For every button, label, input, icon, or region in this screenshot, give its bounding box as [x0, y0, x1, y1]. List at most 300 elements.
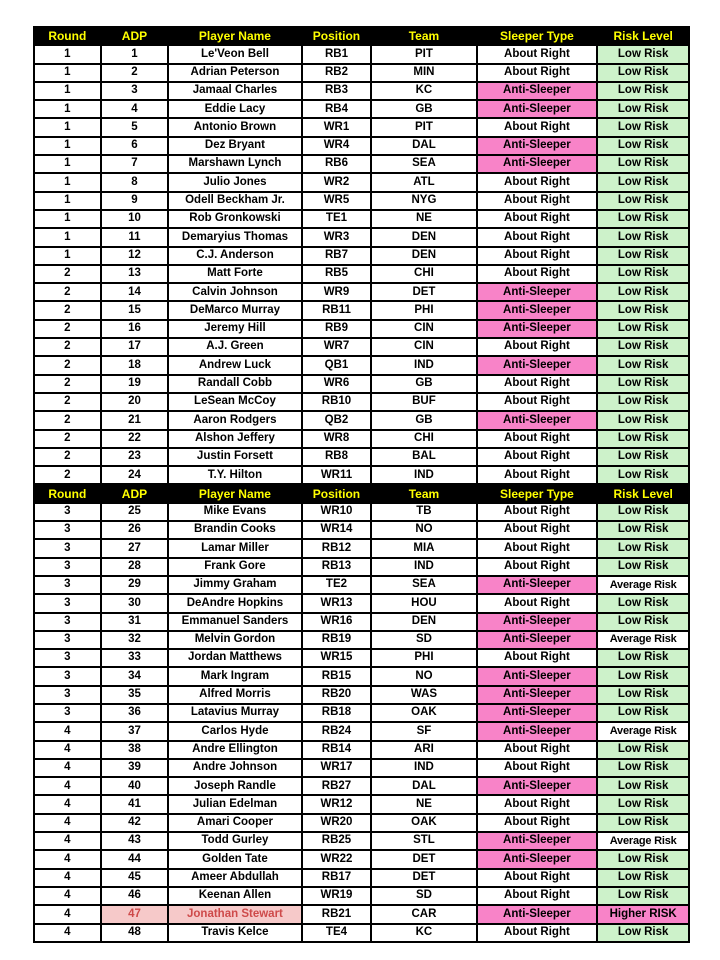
cell-adp: 40	[101, 777, 169, 795]
cell-risk: Average Risk	[597, 576, 689, 594]
table-row	[34, 741, 689, 759]
header-player: Player Name	[168, 484, 301, 502]
cell-position: WR2	[302, 173, 372, 191]
cell-player: Carlos Hyde	[168, 722, 301, 740]
cell-risk: Low Risk	[597, 539, 689, 557]
table-row	[34, 832, 689, 850]
cell-team: BUF	[371, 393, 476, 411]
cell-round: 3	[34, 667, 101, 685]
cell-position: RB19	[302, 631, 372, 649]
cell-adp: 1	[101, 45, 169, 63]
cell-round: 1	[34, 82, 101, 100]
cell-sleeper: Anti-Sleeper	[477, 613, 598, 631]
cell-round: 2	[34, 283, 101, 301]
cell-team: CAR	[371, 905, 476, 923]
cell-position: RB7	[302, 247, 372, 265]
table-row	[34, 503, 689, 521]
cell-round: 4	[34, 741, 101, 759]
cell-round: 3	[34, 594, 101, 612]
cell-adp: 25	[101, 503, 169, 521]
cell-round: 4	[34, 795, 101, 813]
cell-adp: 23	[101, 448, 169, 466]
table-row	[34, 649, 689, 667]
cell-risk: Average Risk	[597, 722, 689, 740]
cell-sleeper: Anti-Sleeper	[477, 576, 598, 594]
cell-team: STL	[371, 832, 476, 850]
table-row	[34, 247, 689, 265]
cell-adp: 15	[101, 301, 169, 319]
cell-team: DET	[371, 283, 476, 301]
cell-player: Jeremy Hill	[168, 320, 301, 338]
cell-position: RB18	[302, 704, 372, 722]
cell-player: Jimmy Graham	[168, 576, 301, 594]
cell-round: 4	[34, 869, 101, 887]
cell-sleeper: About Right	[477, 118, 598, 136]
cell-team: SD	[371, 887, 476, 905]
cell-round: 1	[34, 137, 101, 155]
cell-position: WR15	[302, 649, 372, 667]
table-row	[34, 228, 689, 246]
header-adp: ADP	[101, 27, 169, 45]
cell-sleeper: About Right	[477, 64, 598, 82]
cell-risk: Low Risk	[597, 228, 689, 246]
cell-adp: 6	[101, 137, 169, 155]
cell-team: WAS	[371, 686, 476, 704]
table-row	[34, 265, 689, 283]
cell-player: Adrian Peterson	[168, 64, 301, 82]
cell-player: A.J. Green	[168, 338, 301, 356]
cell-risk: Low Risk	[597, 247, 689, 265]
cell-sleeper: About Right	[477, 521, 598, 539]
table-row	[34, 430, 689, 448]
cell-round: 4	[34, 759, 101, 777]
cell-team: CHI	[371, 430, 476, 448]
cell-team: SEA	[371, 576, 476, 594]
cell-risk: Low Risk	[597, 173, 689, 191]
header-player: Player Name	[168, 27, 301, 45]
cell-sleeper: Anti-Sleeper	[477, 704, 598, 722]
cell-sleeper: About Right	[477, 924, 598, 942]
table-row	[34, 814, 689, 832]
cell-adp: 31	[101, 613, 169, 631]
table-row	[34, 375, 689, 393]
header-position: Position	[302, 27, 372, 45]
table-row	[34, 45, 689, 63]
cell-risk: Low Risk	[597, 320, 689, 338]
cell-position: WR16	[302, 613, 372, 631]
cell-risk: Low Risk	[597, 82, 689, 100]
cell-position: WR3	[302, 228, 372, 246]
cell-player: Frank Gore	[168, 558, 301, 576]
cell-round: 3	[34, 521, 101, 539]
cell-position: RB25	[302, 832, 372, 850]
cell-player: Keenan Allen	[168, 887, 301, 905]
cell-round: 3	[34, 704, 101, 722]
cell-round: 2	[34, 338, 101, 356]
cell-risk: Low Risk	[597, 118, 689, 136]
cell-round: 4	[34, 887, 101, 905]
cell-sleeper: About Right	[477, 539, 598, 557]
cell-team: CIN	[371, 338, 476, 356]
cell-risk: Higher RISK	[597, 905, 689, 923]
cell-risk: Low Risk	[597, 155, 689, 173]
cell-adp: 19	[101, 375, 169, 393]
cell-team: CHI	[371, 265, 476, 283]
cell-player: Julian Edelman	[168, 795, 301, 813]
cell-risk: Low Risk	[597, 301, 689, 319]
cell-round: 4	[34, 850, 101, 868]
cell-player: Lamar Miller	[168, 539, 301, 557]
cell-player: Aaron Rodgers	[168, 411, 301, 429]
cell-team: IND	[371, 466, 476, 484]
header-sleeper: Sleeper Type	[477, 27, 598, 45]
table-row	[34, 887, 689, 905]
cell-position: WR13	[302, 594, 372, 612]
cell-sleeper: About Right	[477, 869, 598, 887]
cell-position: WR5	[302, 192, 372, 210]
cell-sleeper: Anti-Sleeper	[477, 411, 598, 429]
table-row	[34, 411, 689, 429]
cell-round: 1	[34, 228, 101, 246]
cell-team: PHI	[371, 301, 476, 319]
cell-team: GB	[371, 411, 476, 429]
cell-adp: 27	[101, 539, 169, 557]
cell-player: Golden Tate	[168, 850, 301, 868]
header-risk: Risk Level	[597, 27, 689, 45]
cell-team: DAL	[371, 777, 476, 795]
cell-adp: 18	[101, 356, 169, 374]
cell-adp: 11	[101, 228, 169, 246]
cell-sleeper: About Right	[477, 210, 598, 228]
cell-adp: 48	[101, 924, 169, 942]
cell-player: Dez Bryant	[168, 137, 301, 155]
cell-position: TE1	[302, 210, 372, 228]
cell-player: Andrew Luck	[168, 356, 301, 374]
cell-player: Joseph Randle	[168, 777, 301, 795]
cell-position: RB14	[302, 741, 372, 759]
table-row	[34, 704, 689, 722]
cell-player: Demaryius Thomas	[168, 228, 301, 246]
header-sleeper: Sleeper Type	[477, 484, 598, 502]
table-row	[34, 210, 689, 228]
table-row	[34, 869, 689, 887]
cell-player: Marshawn Lynch	[168, 155, 301, 173]
table-row	[34, 521, 689, 539]
cell-round: 1	[34, 45, 101, 63]
cell-sleeper: About Right	[477, 503, 598, 521]
cell-adp: 17	[101, 338, 169, 356]
cell-risk: Low Risk	[597, 100, 689, 118]
cell-team: SD	[371, 631, 476, 649]
cell-position: WR10	[302, 503, 372, 521]
cell-position: RB12	[302, 539, 372, 557]
cell-sleeper: Anti-Sleeper	[477, 100, 598, 118]
cell-position: WR12	[302, 795, 372, 813]
cell-player: Antonio Brown	[168, 118, 301, 136]
cell-risk: Low Risk	[597, 795, 689, 813]
cell-player: Todd Gurley	[168, 832, 301, 850]
table-row	[34, 850, 689, 868]
header-round: Round	[34, 27, 101, 45]
cell-round: 2	[34, 301, 101, 319]
cell-risk: Low Risk	[597, 924, 689, 942]
cell-team: DEN	[371, 247, 476, 265]
cell-risk: Low Risk	[597, 356, 689, 374]
cell-position: RB1	[302, 45, 372, 63]
cell-sleeper: About Right	[477, 887, 598, 905]
cell-team: CIN	[371, 320, 476, 338]
cell-round: 4	[34, 924, 101, 942]
table-row	[34, 283, 689, 301]
cell-player: DeMarco Murray	[168, 301, 301, 319]
cell-adp: 43	[101, 832, 169, 850]
cell-round: 1	[34, 173, 101, 191]
cell-team: DET	[371, 850, 476, 868]
cell-adp: 28	[101, 558, 169, 576]
cell-player: Alfred Morris	[168, 686, 301, 704]
cell-player: Amari Cooper	[168, 814, 301, 832]
cell-sleeper: Anti-Sleeper	[477, 82, 598, 100]
table-row	[34, 613, 689, 631]
cell-risk: Low Risk	[597, 375, 689, 393]
cell-adp: 4	[101, 100, 169, 118]
cell-position: WR14	[302, 521, 372, 539]
cell-team: NE	[371, 210, 476, 228]
table-row	[34, 795, 689, 813]
cell-risk: Low Risk	[597, 741, 689, 759]
cell-player: Travis Kelce	[168, 924, 301, 942]
cell-round: 3	[34, 558, 101, 576]
cell-player: Julio Jones	[168, 173, 301, 191]
cell-position: WR1	[302, 118, 372, 136]
cell-adp: 47	[101, 905, 169, 923]
cell-team: MIN	[371, 64, 476, 82]
table-row	[34, 777, 689, 795]
cell-adp: 16	[101, 320, 169, 338]
cell-round: 3	[34, 539, 101, 557]
table-row	[34, 301, 689, 319]
cell-risk: Low Risk	[597, 686, 689, 704]
cell-player: Mike Evans	[168, 503, 301, 521]
cell-player: Jonathan Stewart	[168, 905, 301, 923]
cell-sleeper: About Right	[477, 594, 598, 612]
cell-player: Latavius Murray	[168, 704, 301, 722]
cell-risk: Low Risk	[597, 503, 689, 521]
cell-team: NO	[371, 667, 476, 685]
cell-risk: Low Risk	[597, 667, 689, 685]
cell-team: HOU	[371, 594, 476, 612]
cell-round: 4	[34, 832, 101, 850]
cell-adp: 10	[101, 210, 169, 228]
cell-sleeper: About Right	[477, 192, 598, 210]
cell-sleeper: Anti-Sleeper	[477, 667, 598, 685]
cell-sleeper: About Right	[477, 265, 598, 283]
cell-round: 1	[34, 192, 101, 210]
cell-risk: Low Risk	[597, 210, 689, 228]
table-row	[34, 667, 689, 685]
cell-adp: 29	[101, 576, 169, 594]
cell-risk: Low Risk	[597, 777, 689, 795]
cell-round: 3	[34, 613, 101, 631]
cell-risk: Low Risk	[597, 338, 689, 356]
cell-sleeper: Anti-Sleeper	[477, 283, 598, 301]
cell-adp: 45	[101, 869, 169, 887]
cell-risk: Low Risk	[597, 869, 689, 887]
cell-team: PIT	[371, 118, 476, 136]
cell-round: 4	[34, 722, 101, 740]
cell-adp: 7	[101, 155, 169, 173]
cell-position: QB2	[302, 411, 372, 429]
table-row	[34, 448, 689, 466]
cell-position: WR9	[302, 283, 372, 301]
cell-player: DeAndre Hopkins	[168, 594, 301, 612]
cell-risk: Low Risk	[597, 283, 689, 301]
cell-team: DET	[371, 869, 476, 887]
cell-player: Mark Ingram	[168, 667, 301, 685]
cell-team: MIA	[371, 539, 476, 557]
cell-position: WR20	[302, 814, 372, 832]
cell-adp: 22	[101, 430, 169, 448]
table-row	[34, 64, 689, 82]
table-row	[34, 594, 689, 612]
cell-round: 4	[34, 905, 101, 923]
cell-risk: Low Risk	[597, 192, 689, 210]
table-row	[34, 320, 689, 338]
cell-risk: Low Risk	[597, 393, 689, 411]
cell-player: Eddie Lacy	[168, 100, 301, 118]
cell-risk: Low Risk	[597, 558, 689, 576]
cell-sleeper: Anti-Sleeper	[477, 905, 598, 923]
cell-adp: 33	[101, 649, 169, 667]
cell-team: SF	[371, 722, 476, 740]
cell-adp: 44	[101, 850, 169, 868]
cell-round: 1	[34, 118, 101, 136]
cell-position: WR4	[302, 137, 372, 155]
cell-round: 3	[34, 576, 101, 594]
table-row	[34, 631, 689, 649]
cell-player: Justin Forsett	[168, 448, 301, 466]
cell-round: 2	[34, 320, 101, 338]
header-adp: ADP	[101, 484, 169, 502]
cell-round: 4	[34, 814, 101, 832]
cell-risk: Low Risk	[597, 613, 689, 631]
cell-round: 2	[34, 411, 101, 429]
cell-position: RB6	[302, 155, 372, 173]
cell-risk: Low Risk	[597, 759, 689, 777]
cell-position: RB11	[302, 301, 372, 319]
cell-round: 3	[34, 649, 101, 667]
cell-risk: Low Risk	[597, 45, 689, 63]
cell-team: DEN	[371, 613, 476, 631]
cell-risk: Low Risk	[597, 64, 689, 82]
cell-sleeper: Anti-Sleeper	[477, 832, 598, 850]
cell-position: TE4	[302, 924, 372, 942]
cell-adp: 9	[101, 192, 169, 210]
cell-adp: 41	[101, 795, 169, 813]
cell-team: IND	[371, 356, 476, 374]
table-row	[34, 686, 689, 704]
cell-player: Randall Cobb	[168, 375, 301, 393]
cell-sleeper: About Right	[477, 375, 598, 393]
cell-round: 2	[34, 393, 101, 411]
cell-position: WR11	[302, 466, 372, 484]
cell-position: RB17	[302, 869, 372, 887]
cell-adp: 24	[101, 466, 169, 484]
draft-table	[33, 26, 690, 943]
cell-team: KC	[371, 82, 476, 100]
cell-position: WR22	[302, 850, 372, 868]
draft-table-container	[33, 26, 690, 943]
cell-position: RB5	[302, 265, 372, 283]
table-row	[34, 100, 689, 118]
cell-risk: Low Risk	[597, 887, 689, 905]
cell-adp: 13	[101, 265, 169, 283]
cell-sleeper: Anti-Sleeper	[477, 356, 598, 374]
header-row	[34, 27, 689, 45]
cell-round: 2	[34, 356, 101, 374]
cell-risk: Low Risk	[597, 704, 689, 722]
cell-round: 3	[34, 631, 101, 649]
header-position: Position	[302, 484, 372, 502]
cell-player: Andre Johnson	[168, 759, 301, 777]
cell-adp: 46	[101, 887, 169, 905]
cell-sleeper: About Right	[477, 228, 598, 246]
cell-team: SEA	[371, 155, 476, 173]
cell-player: Le'Veon Bell	[168, 45, 301, 63]
cell-sleeper: About Right	[477, 558, 598, 576]
cell-adp: 14	[101, 283, 169, 301]
table-row	[34, 338, 689, 356]
cell-position: WR8	[302, 430, 372, 448]
cell-risk: Low Risk	[597, 411, 689, 429]
table-row	[34, 173, 689, 191]
cell-sleeper: About Right	[477, 173, 598, 191]
table-row	[34, 905, 689, 923]
table-row	[34, 924, 689, 942]
cell-player: C.J. Anderson	[168, 247, 301, 265]
cell-round: 2	[34, 448, 101, 466]
cell-round: 1	[34, 100, 101, 118]
cell-player: Jamaal Charles	[168, 82, 301, 100]
cell-team: NYG	[371, 192, 476, 210]
cell-risk: Low Risk	[597, 850, 689, 868]
cell-sleeper: About Right	[477, 795, 598, 813]
cell-adp: 42	[101, 814, 169, 832]
cell-position: RB20	[302, 686, 372, 704]
cell-player: Rob Gronkowski	[168, 210, 301, 228]
table-row	[34, 155, 689, 173]
cell-team: OAK	[371, 704, 476, 722]
cell-sleeper: About Right	[477, 741, 598, 759]
cell-sleeper: Anti-Sleeper	[477, 631, 598, 649]
cell-risk: Low Risk	[597, 137, 689, 155]
cell-team: DEN	[371, 228, 476, 246]
cell-adp: 12	[101, 247, 169, 265]
cell-position: RB9	[302, 320, 372, 338]
table-row	[34, 576, 689, 594]
cell-adp: 2	[101, 64, 169, 82]
cell-sleeper: About Right	[477, 814, 598, 832]
cell-sleeper: About Right	[477, 759, 598, 777]
table-row	[34, 393, 689, 411]
cell-round: 2	[34, 430, 101, 448]
table-row	[34, 539, 689, 557]
cell-player: Andre Ellington	[168, 741, 301, 759]
cell-team: ATL	[371, 173, 476, 191]
cell-risk: Low Risk	[597, 430, 689, 448]
cell-position: RB27	[302, 777, 372, 795]
cell-adp: 26	[101, 521, 169, 539]
